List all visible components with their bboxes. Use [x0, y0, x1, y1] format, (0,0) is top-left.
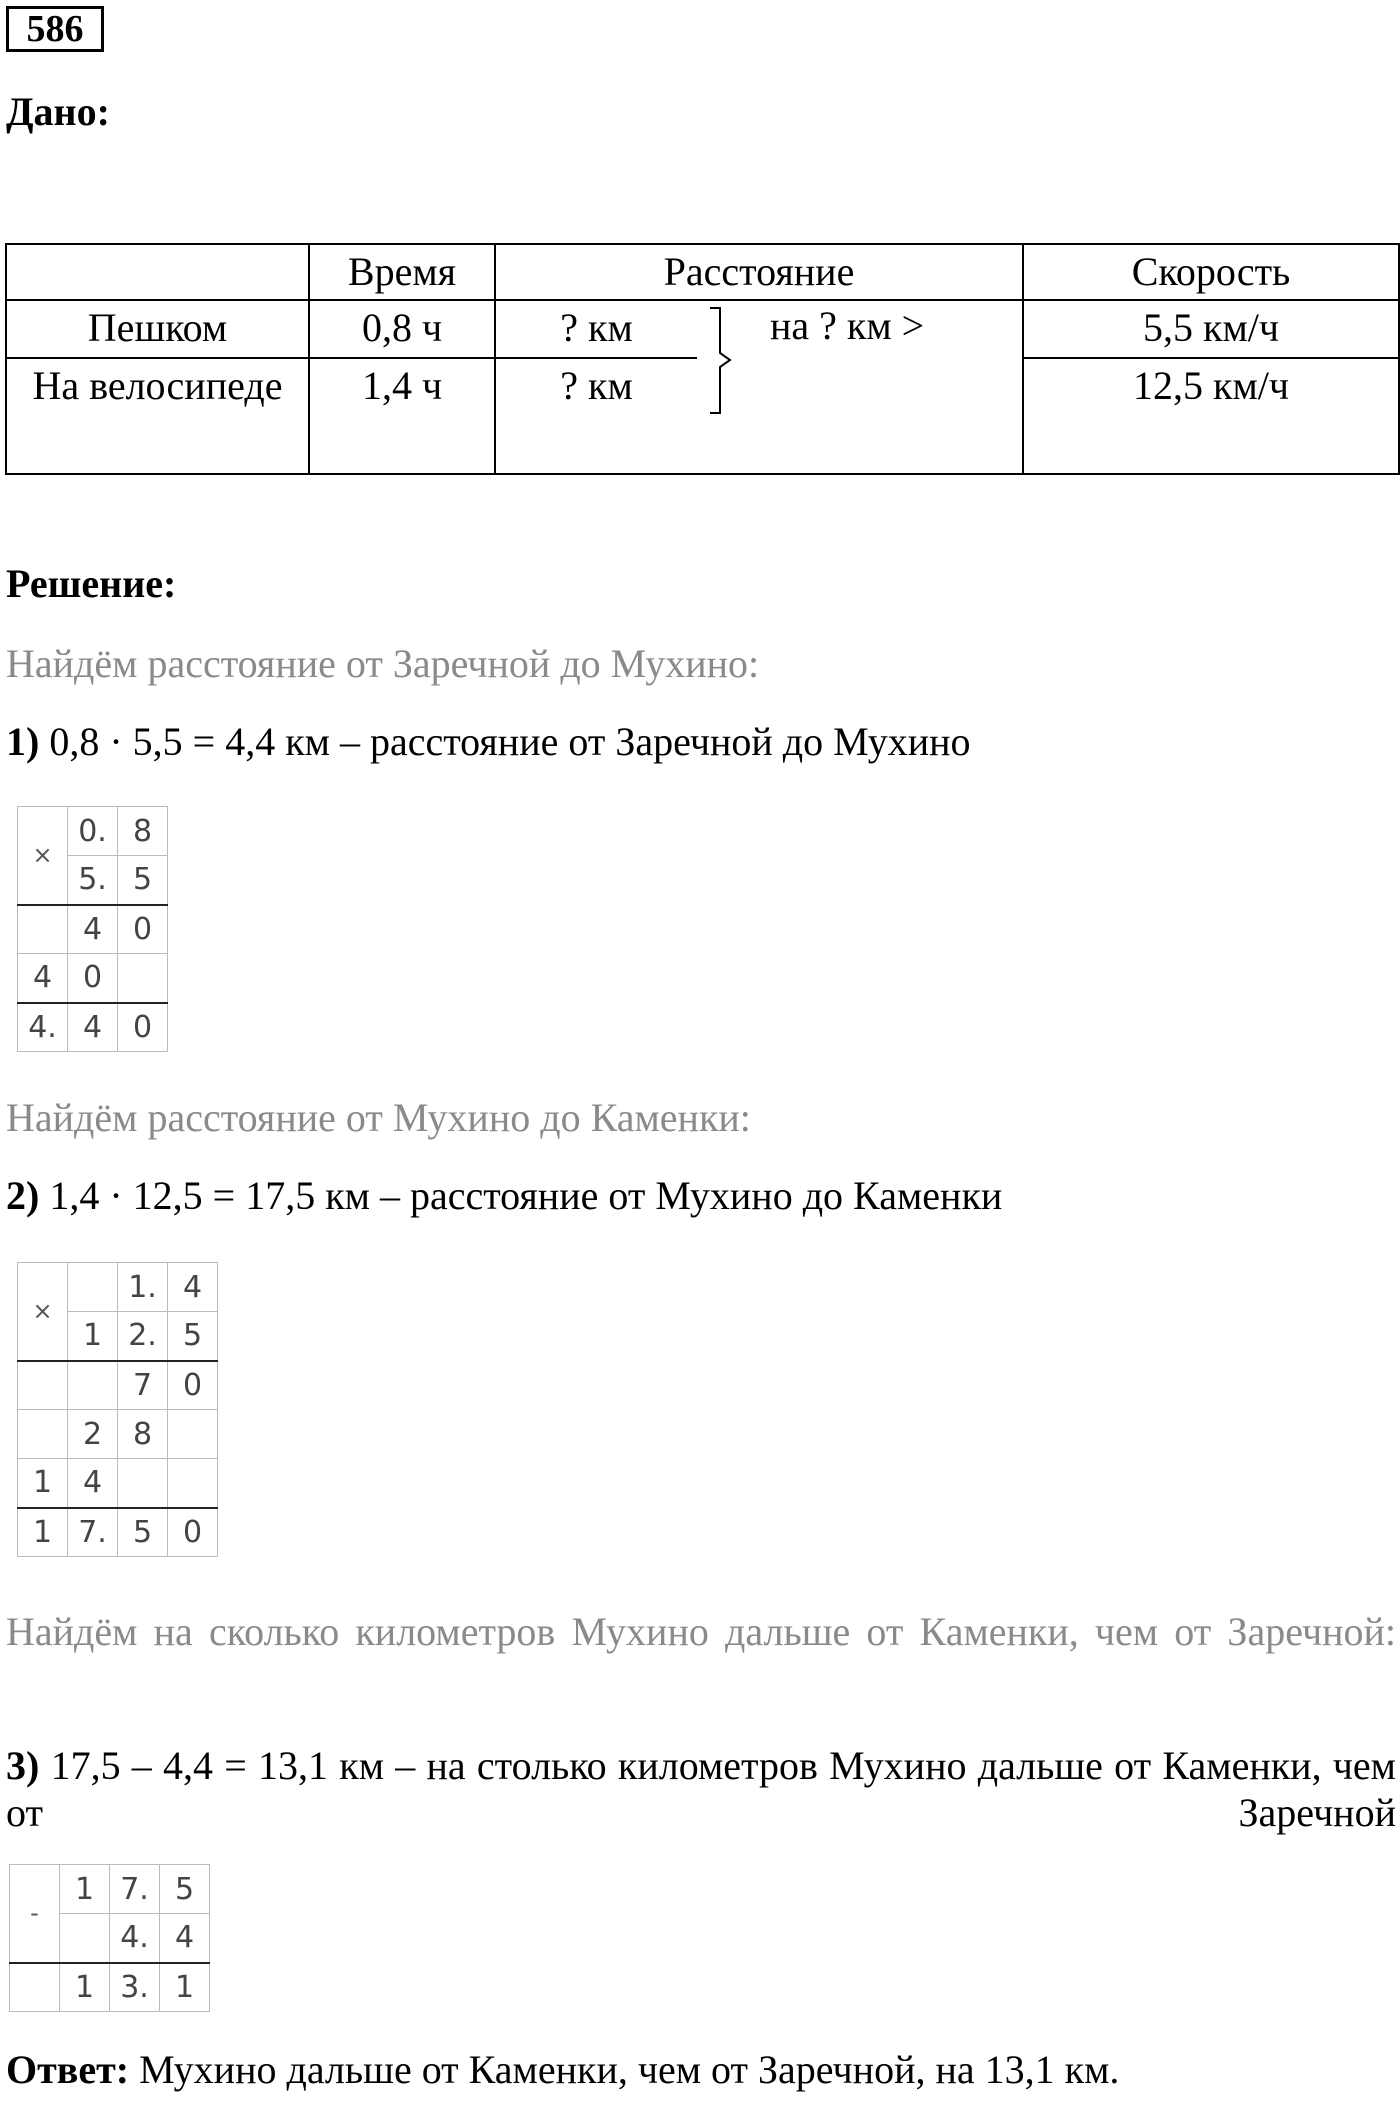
calc-cell — [168, 1459, 218, 1508]
calc-cell: 0 — [118, 1003, 168, 1052]
step-1-number: 1) — [6, 719, 40, 764]
calc-grid-3 — [9, 1864, 210, 2012]
answer-text: Мухино дальше от Каменки, чем от Заречной, на 13,1 км. — [139, 2047, 1120, 2092]
calc-cell: 5 — [168, 1312, 218, 1361]
calc-cell: 1 — [60, 1963, 110, 2012]
calc-cell: 7 — [118, 1361, 168, 1410]
speed-cell: 5,5 км/ч — [1023, 300, 1399, 358]
calc-cell: 1 — [18, 1459, 68, 1508]
step-2-intro: Найдём расстояние от Мухино до Каменки: — [6, 1095, 751, 1140]
calc-cell — [18, 1361, 68, 1410]
calc-cell — [18, 905, 68, 954]
answer-line — [6, 2046, 1119, 2093]
calc-cell: 2 — [68, 1410, 118, 1459]
problem-number: 586 — [6, 6, 104, 52]
table-header-time: Время — [309, 244, 495, 300]
step-2-line — [6, 1172, 1002, 1219]
calc-cell: 5. — [68, 856, 118, 905]
calc-cell: 4 — [68, 1459, 118, 1508]
step-1-intro: Найдём расстояние от Заречной до Мухино: — [6, 641, 760, 686]
calc-cell: 1 — [160, 1963, 210, 2012]
calc-cell: 7. — [110, 1865, 160, 1914]
calc-cell: 5 — [118, 856, 168, 905]
calc-cell: 4 — [18, 954, 68, 1003]
calc-cell — [10, 1963, 60, 2012]
step-3-line — [6, 1742, 1396, 1836]
table-header-distance: Расстояние — [495, 244, 1023, 300]
operator: - — [10, 1865, 60, 1963]
calc-cell: 7. — [68, 1508, 118, 1557]
operator: × — [18, 1263, 68, 1361]
step-1-text: 0,8 · 5,5 = 4,4 км – расстояние от Заречной до Мухино — [49, 719, 971, 764]
calc-cell: 4. — [18, 1003, 68, 1052]
calc-cell: 0 — [168, 1361, 218, 1410]
calc-grid-1 — [17, 806, 168, 1052]
calc-cell — [168, 1410, 218, 1459]
calc-cell — [68, 1263, 118, 1312]
calc-cell: 4 — [68, 1003, 118, 1052]
calc-cell: 4 — [168, 1263, 218, 1312]
answer-label: Ответ: — [6, 2047, 130, 2092]
calc-cell: 8 — [118, 1410, 168, 1459]
calc-cell: 4. — [110, 1914, 160, 1963]
solution-heading: Решение: — [6, 561, 177, 606]
step-3-number: 3) — [6, 1743, 40, 1788]
brace-icon — [700, 298, 740, 423]
distance-cell: ? км — [495, 358, 697, 474]
given-heading: Дано: — [6, 89, 110, 134]
step-2-number: 2) — [6, 1173, 40, 1218]
calc-cell: 2. — [118, 1312, 168, 1361]
step-1-line — [6, 718, 971, 765]
calc-cell — [60, 1914, 110, 1963]
calc-cell: 5 — [118, 1508, 168, 1557]
calc-cell: 1 — [60, 1865, 110, 1914]
table-header-speed: Скорость — [1023, 244, 1399, 300]
calc-cell: 8 — [118, 807, 168, 856]
time-cell: 1,4 ч — [309, 358, 495, 474]
table-header-row — [6, 244, 1399, 300]
calc-cell: 3. — [110, 1963, 160, 2012]
calc-cell — [118, 954, 168, 1003]
operator: × — [18, 807, 68, 905]
comparison-label: на ? км > — [770, 303, 925, 348]
calc-cell — [118, 1459, 168, 1508]
calc-cell: 0 — [118, 905, 168, 954]
step-2-text: 1,4 · 12,5 = 17,5 км – расстояние от Мухино до Каменки — [49, 1173, 1003, 1218]
calc-cell: 5 — [160, 1865, 210, 1914]
step-3-text: 17,5 – 4,4 = 13,1 км – на столько километров Мухино дальше от Каменки, чем от Заречной — [6, 1743, 1396, 1835]
calc-cell: 0. — [68, 807, 118, 856]
table-header-empty — [6, 244, 309, 300]
speed-cell: 12,5 км/ч — [1023, 358, 1399, 474]
calc-grid-2 — [17, 1262, 218, 1557]
calc-cell: 0 — [68, 954, 118, 1003]
calc-cell: 1 — [68, 1312, 118, 1361]
mode-cell: На велосипеде — [6, 358, 309, 474]
calc-cell: 1. — [118, 1263, 168, 1312]
distance-cell: ? км — [495, 300, 697, 358]
time-cell: 0,8 ч — [309, 300, 495, 358]
calc-cell: 0 — [168, 1508, 218, 1557]
calc-cell — [18, 1410, 68, 1459]
calc-cell: 1 — [18, 1508, 68, 1557]
calc-cell: 4 — [68, 905, 118, 954]
calc-cell: 4 — [160, 1914, 210, 1963]
step-3-intro: Найдём на сколько километров Мухино дальше от Каменки, чем от Заречной: — [6, 1609, 1396, 1654]
calc-cell — [68, 1361, 118, 1410]
mode-cell: Пешком — [6, 300, 309, 358]
